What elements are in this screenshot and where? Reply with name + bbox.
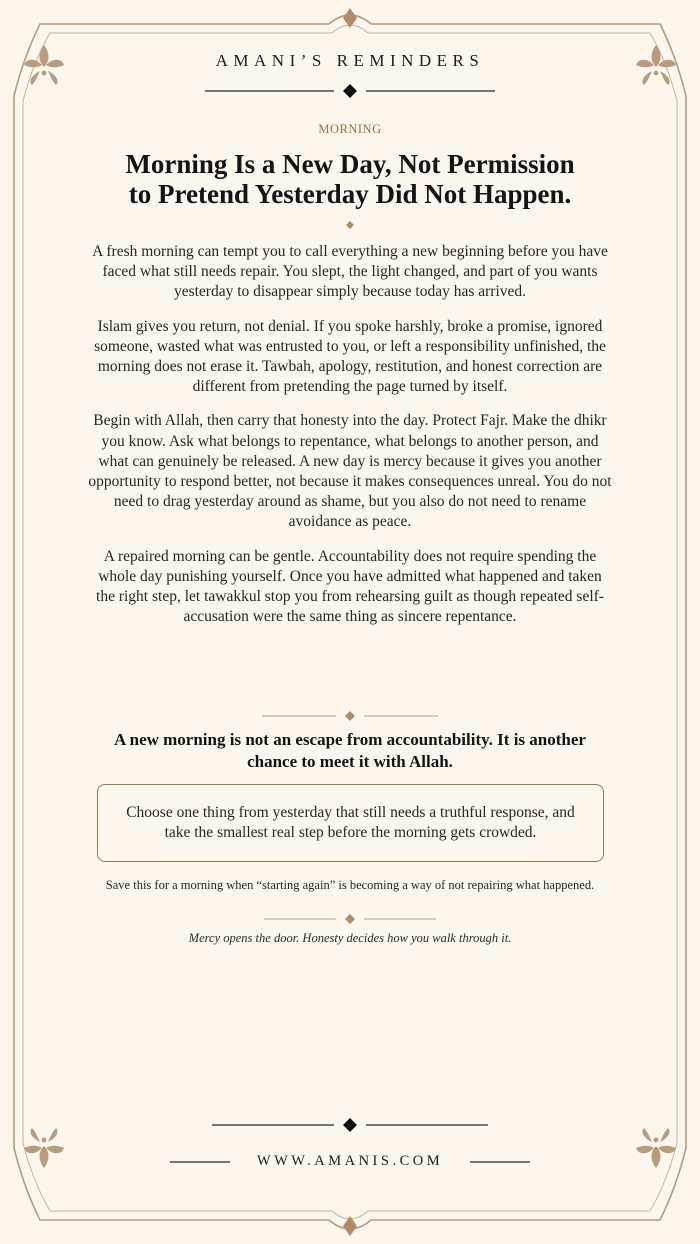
body-paragraph: A repaired morning can be gentle. Accountability does not require spending the whole day punishing yourself. Once you have admitted what happened and taken the right step, let tawakkul stop you from rehearsing guilt as though repeated self-accusation were the same thing as sincere repentance. xyxy=(96,547,604,626)
category-label: MORNING xyxy=(318,122,382,136)
closing-line: Mercy opens the door. Honesty decides how you walk through it. xyxy=(188,931,512,945)
title-line: Morning Is a New Day, Not Permission xyxy=(125,149,575,179)
body-paragraph: Islam gives you return, not denial. If you spoke harshly, broke a promise, ignored someone, wasted what was entrusted to you, or left a responsibility unfinished, the morning does not erase it. Tawbah, apology, restitution, and honest correction are different from pretending the page turned by itself. xyxy=(94,317,606,396)
article-title xyxy=(80,149,620,209)
body-paragraph: A fresh morning can tempt you to call everything a new beginning before you have faced what still needs repair. You slept, the light changed, and part of you wants yesterday to disappear simply because today has arrived. xyxy=(92,243,608,301)
brand-title: AMANI’S REMINDERS xyxy=(215,51,485,70)
key-takeaway: A new morning is not an escape from accountability. It is another chance to meet it with Allah. xyxy=(114,730,586,771)
website-link[interactable]: WWW.AMANIS.COM xyxy=(256,1153,444,1169)
action-step-box xyxy=(97,784,604,862)
article-body xyxy=(88,242,612,641)
title-line: to Pretend Yesterday Did Not Happen. xyxy=(128,179,572,209)
action-step-text: Choose one thing from yesterday that still needs a truthful response, and take the smallest real step before the morning gets crowded. xyxy=(126,803,575,841)
body-paragraph: Begin with Allah, then carry that honesty into the day. Protect Fajr. Make the dhikr you know. Ask what belongs to repentance, what belongs to another person, and what can genuinely be released. A new day is mercy because it gives you another opportunity to respond better, not because it makes consequences unreal. You do not need to drag yesterday around as shame, but you also do not need to rename avoidance as peace. xyxy=(88,412,612,531)
save-note: Save this for a morning when “starting again” is becoming a way of not repairing what happened. xyxy=(105,878,595,892)
